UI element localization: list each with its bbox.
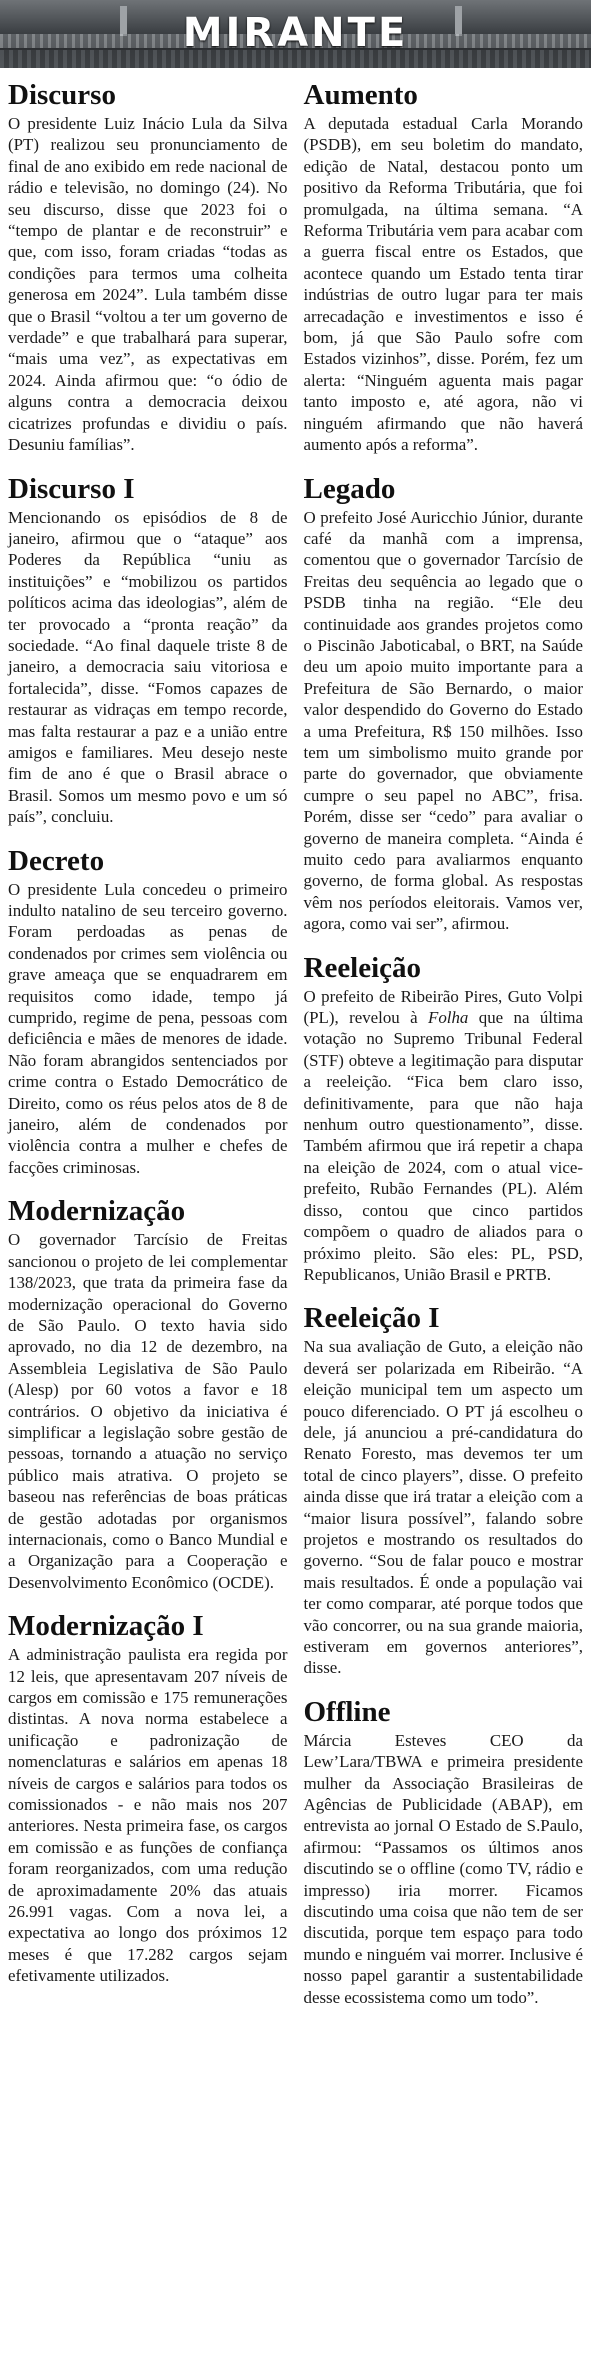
newspaper-name: Folha [428,1008,469,1028]
section-heading: Reeleição I [303,1302,440,1335]
right-column [304,74,584,2026]
section-discurso [8,80,288,456]
section-body: Mencionando os episódios de 8 de janeiro, afirmou que o “ataque” aos Poderes da República “uniu as instituições” e “mobilizou os partidos políticos acima das ideologias”, além de ter provocado a “pronta reação” da sociedade. “Ao final daquele triste 8 de janeiro, a democracia saiu vitoriosa e fortalecida”, disse. “Fomos capazes de restaurar as vidraças em tempo recorde, mas falta restaurar a paz e a união entre amigos e familiares. Meu desejo neste fim de ano é que o Brasil abrace o Brasil. Somos um mesmo povo e um só país”, concluiu. [8,507,288,827]
section-heading: Discurso I [8,472,135,505]
section-heading: Offline [303,1695,391,1728]
section-heading: Modernização I [8,1610,204,1643]
section-body [304,986,584,1286]
section-reeleicao-i [304,1303,584,1679]
section-legado [304,474,584,935]
section-heading: Discurso [8,79,116,111]
section-body: O prefeito José Auricchio Júnior, durante café da manhã com a imprensa, comentou que o governador Tarcísio de Freitas deu sequência ao legado que o PSDB tinha na região. “Ele deu continuidade aos grandes projetos como o Piscinão Jaboticabal, o BRT, na Saúde deu um apoio muito importante para a Prefeitura de São Bernardo, o maior valor despendido do Governo do Estado a uma Prefeitura, R$ 150 milhões. Isso tem um simbolismo muito grande por parte do governador, que obviamente cumpre o seu papel no ABC”, frisa. Porém, disse ser “cedo” para avaliar o governo de maneira completa. “Ainda é muito cedo para avaliarmos enquanto governo, de forma global. As respostas vêm nos períodos eleitorais. Vamos ver, agora, como vai ser”, afirmou. [303,507,583,934]
section-body: O presidente Luiz Inácio Lula da Silva (PT) realizou seu pronunciamento de final de ano exibido em rede nacional de rádio e televisão, no domingo (24). No seu discurso, disse que 2023 foi o “tempo de plantar e de reconstruir” e que, com isso, foram criadas “todas as condições para termos uma colheita generosa em 2024”. Lula também disse que o Brasil “voltou a ter um governo de verdade” e que trabalhará para superar, “mais uma vez”, as expectativas em 2024. Ainda afirmou que: “o ódio de alguns contra a democracia deixou cicatrizes profundas e dividiu o país. Desuniu famílias”. [8,114,288,455]
section-reeleicao [304,953,584,1286]
section-body: A deputada estadual Carla Morando (PSDB), em seu boletim do mandato, edição de Natal, destacou ponto um positivo da Reforma Tributária, que foi promulgada, na última semana. “A Reforma Tributária vem para acabar com a guerra fiscal entre os Estados, que acontece quando um Estado tenta tirar indústrias de outro lugar para ter mais arrecadação e investimentos e isso é bom, já que São Paulo sofre com Estados vizinhos”, disse. Porém, fez um alerta: “Ninguém aguenta mais pagar tanto imposto e, até agora, não vi ninguém afirmando que não haverá aumento após a reforma”. [303,114,583,455]
section-heading: Modernização [8,1195,186,1228]
section-body: O presidente Lula concedeu o primeiro indulto natalino de seu terceiro governo. Foram perdoadas as penas de condenados por crimes sem violência ou grave ameaça que se enquadrarem em requisitos como idade, tempo já cumprido, regime de pena, pessoas com deficiência e mães de menores de idade. Não foram abrangidos sentenciados por crime contra o Estado Democrático de Direito, como os réus pelos atos de 8 de janeiro, além de condenados por violência contra a mulher e chefes de facções criminosas. [8,879,288,1177]
section-body: Na sua avaliação de Guto, a eleição não deverá ser polarizada em Ribeirão. “A eleição municipal tem um aspecto um pouco diferenciado. O PT já escolheu o dele, já anunciou a pré-candidatura do Renato Foresto, mas devemos ter um total de cinco players”, disse. O prefeito ainda disse que irá tratar a eleição com a “maior lisura possível”, falando sobre projetos e mostrando os resultados do governo. “Sou de falar pouco e mostrar mais resultados. É onde a população vai ter como comparar, até porque todos que vão concorrer, ou na sua grande maioria, estiveram em governos anteriores”, disse. [303,1337,583,1678]
section-modernizacao-i [8,1611,288,1987]
body-text: que na última votação no Supremo Tribunal Federal (STF) obteve a legitimação para disputar a reeleição. “Fica bem claro isso, definitivamente, para que não haja nenhum outro questionamento”, disse. Também afirmou que irá repetir a chapa na eleição de 2024, com o atual vice-prefeito, Rubão Fernandes (PL). Além disso, contou que cinco partidos compõem o quadro de aliados para o próximo pleito. São eles: PL, PSD, Republicanos, União Brasil e PRTB. [303,1008,584,1284]
section-body: A administração paulista era regida por 12 leis, que apresentavam 207 níveis de cargos em comissão e 175 remunerações distintas. A nova norma estabelece a unificação e padronização de nomenclaturas e salários em apenas 18 níveis de cargos e salários para todos os comissionados - e não mais nos 207 anteriores. Nesta primeira fase, os cargos em comissão e as funções de confiança foram reorganizados, com uma redução de aproximadamente 20% das atuais 26.991 vagas. Com a nova lei, a expectativa ao longo dos próximos 12 meses é que 17.282 cargos sejam efetivamente utilizados. [8,1645,288,1986]
section-heading: Legado [303,472,396,505]
left-column [8,74,288,2026]
section-body: Márcia Esteves CEO da Lew’Lara/TBWA e primeira presidente mulher da Associação Brasileiras de Agências de Publicidade (ABAP), em entrevista ao jornal O Estado de S.Paulo, afirmou: “Passamos os últimos anos discutindo se o offline (como TV, rádio e impresso) iria morrer. Ficamos discutindo uma coisa que não tem de ser discutida, porque tem espaço para todo mundo e ninguém vai morrer. Inclusive é nosso papel garantir a sustentabilidade desse ecossistema como um todo”. [303,1730,583,2007]
section-heading: Reeleição [303,951,422,984]
section-body: O governador Tarcísio de Freitas sancionou o projeto de lei complementar 138/2023, que trata da primeira fase da modernização operacional do Governo de São Paulo. O texto havia sido aprovado, no dia 12 de dezembro, na Assembleia Legislativa de São Paulo (Alesp) por 60 votos a favor e 18 contrários. O objetivo da iniciativa é simplificar a legislação sobre gestão de pessoas, tornando a atuação no serviço público mais atrativa. O projeto se baseou nas referências de boas práticas de gestão adotadas por organismos internacionais, como o Banco Mundial e a Organização para a Cooperação e Desenvolvimento Econômico (OCDE). [8,1230,288,1592]
section-heading: Aumento [303,79,418,111]
section-modernizacao [8,1196,288,1593]
column-title: MIRANTE [182,10,409,56]
article-columns [0,68,591,2026]
section-heading: Decreto [8,844,105,877]
section-offline [304,1697,584,2008]
section-discurso-i [8,474,288,828]
mirante-banner [0,0,591,68]
section-aumento [304,80,584,456]
section-decreto [8,846,288,1179]
body-text: O prefeito de Ribeirão Pires, Guto Volpi (PL), revelou à [303,986,583,1028]
